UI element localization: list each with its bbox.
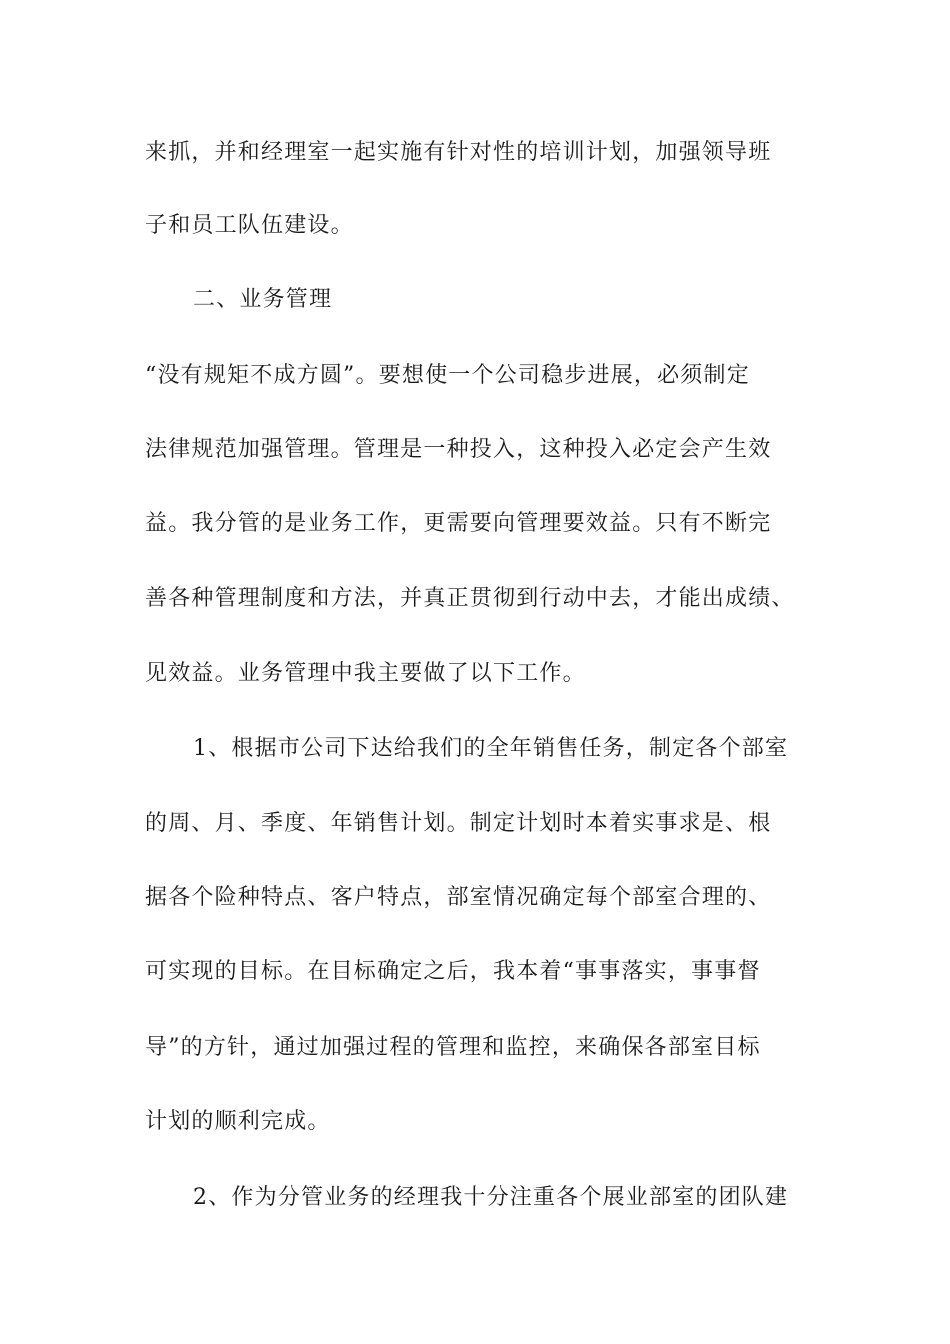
body-text-line: 可实现的目标。在目标确定之后，我本着“事事落实，事事督 xyxy=(145,959,761,984)
body-text-line: 子和员工队伍建设。 xyxy=(145,213,354,238)
body-text-line: 法律规范加强管理。管理是一种投入，这种投入必定会产生效 xyxy=(145,437,772,462)
body-text-line: 来抓，并和经理室一起实施有针对性的培训计划，加强领导班 xyxy=(145,140,772,165)
body-text-line: 计划的顺利完成。 xyxy=(145,1109,331,1134)
list-item-1-line: 1、根据市公司下达给我们的全年销售任务，制定各个部室 xyxy=(193,736,789,761)
body-text-line: 益。我分管的是业务工作，更需要向管理要效益。只有不断完 xyxy=(145,511,772,536)
body-text-line: 导”的方针，通过加强过程的管理和监控，来确保各部室目标 xyxy=(145,1035,761,1060)
body-text-line: 见效益。业务管理中我主要做了以下工作。 xyxy=(145,661,586,686)
list-item-2-line: 2、作为分管业务的经理我十分注重各个展业部室的团队建 xyxy=(193,1185,789,1210)
body-text-line: 据各个险种特点、客户特点，部室情况确定每个部室合理的、 xyxy=(145,885,772,910)
body-text-line: 善各种管理制度和方法，并真正贯彻到行动中去，才能出成绩、 xyxy=(145,586,795,611)
body-text-line: 的周、月、季度、年销售计划。制定计划时本着实事求是、根 xyxy=(145,811,772,836)
body-text-line: “没有规矩不成方圆”。要想使一个公司稳步进展，必须制定 xyxy=(145,363,750,388)
section-heading: 二、业务管理 xyxy=(193,287,333,312)
